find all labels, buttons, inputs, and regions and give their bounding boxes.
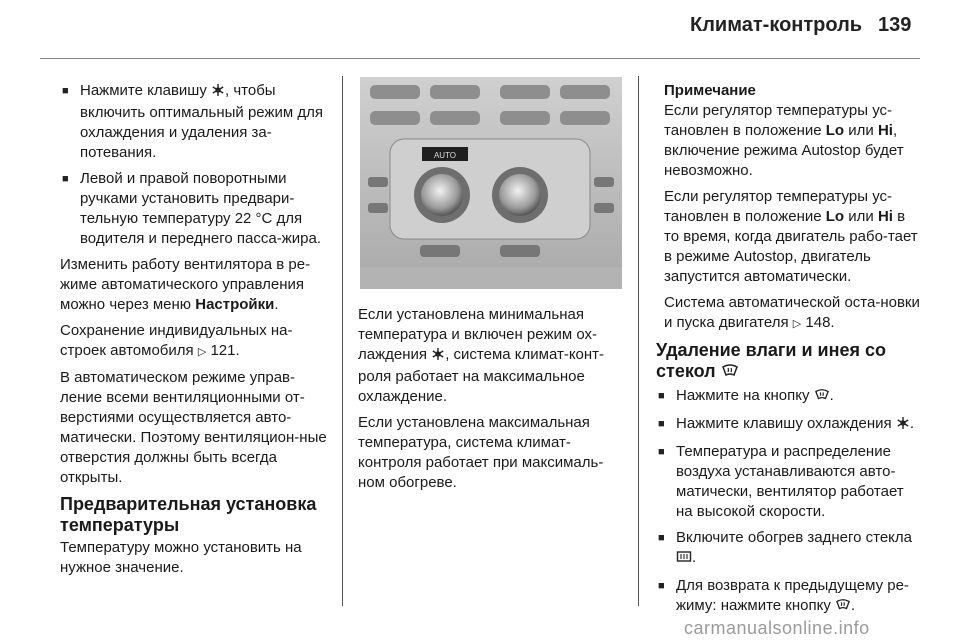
bullet-return-previous: ■ Для возврата к предыдущему ре-жиму: нажмите кнопку . [658, 576, 924, 618]
section-heading-preset: Предварительная установка температуры [60, 494, 317, 535]
column-divider-left [342, 76, 343, 606]
snowflake-icon [431, 347, 445, 367]
bullet-temperature-knobs: ■ Левой и правой поворотными ручками установить предвари-тельную температуру 22 °C для водителя и переднего пасса-жира. [62, 169, 328, 249]
right-column: Примечание Если регулятор температуры ус-тановлен в положение Lo или Hi, включение режима Autostop будет невозможно. Если регулятор температуры ус-тановлен в положение Lo или Hi в то время, когда двигатель рабо-тает в режиме Autostop, двигатель запустится автоматически. Система автоматической оста-новки и пуска двигателя ▷ 148. Удаление влаги и инея со стекол ■ Нажмите на кнопку . ■ Нажмите клавишу охлаждения . ■ Температура и распределение воздуха устанавливаются авто-матически, вентилятор работает на высокой скорости. ■ Включите обогрев заднего стекла . ■ Для возврата к предыдущему ре-жиму: нажмите кнопку . [664, 81, 924, 624]
auto-display-label: AUTO [433, 151, 457, 160]
climate-panel-photo [360, 77, 622, 289]
snowflake-icon [896, 416, 910, 436]
page-title: Климат-контроль [690, 14, 863, 36]
page-ref-icon: ▷ [197, 345, 207, 358]
snowflake-icon [211, 83, 225, 103]
column-divider-right [638, 76, 639, 606]
rear-window-defrost-icon [676, 550, 692, 570]
windshield-defrost-icon [814, 388, 830, 408]
middle-column: Если установлена минимальная температура и включен режим ох-лаждения , система климат-конт-роля работает на максимальное охлаждение. Если установлена максимальная температура, система климат-контроля работает при максималь-ном обогреве. [358, 306, 605, 491]
windshield-defrost-icon [835, 598, 851, 618]
bullet-auto-distribution: ■ Температура и распределение воздуха устанавливаются авто-матически, вентилятор работает на высокой скорости. [658, 442, 924, 522]
bullet-cooling-key: ■ Нажмите клавишу охлаждения . [658, 414, 924, 436]
watermark: carmanualsonline.info [684, 618, 870, 638]
bullet-ac-key: ■ Нажмите клавишу , чтобы включить оптимальный режим для охлаждения и удаления за-потевания. [62, 81, 328, 163]
section-heading-defrost: Удаление влаги и инея со стекол [656, 340, 924, 384]
bullet-defrost-button: ■ Нажмите на кнопку . [658, 386, 924, 408]
page-number: 139 [878, 14, 912, 36]
left-column: ■ Нажмите клавишу , чтобы включить оптимальный режим для охлаждения и удаления за-потевания. ■ Левой и правой поворотными ручками установить предвари-тельную температуру 22 °C для водителя и переднего пасса-жира. Изменить работу вентилятора в ре-жиме автоматического управления можно через меню Настройки. Сохранение индивидуальных на-строек автомобиля ▷ 121. В автоматическом режиме управ-ление всеми вентиляционными от-верстиями осуществляется авто-матически. Поэтому вентиляцион-ные отверстия должны быть всегда открыты. Предварительная установка температуры Температуру можно установить на нужное значение. [62, 81, 328, 584]
page-ref-icon: ▷ [792, 317, 802, 330]
bullet-rear-defrost: ■ Включите обогрев заднего стекла . [658, 528, 924, 570]
header-rule [40, 58, 920, 59]
windshield-defrost-icon [721, 363, 739, 384]
note-title: Примечание [664, 82, 756, 99]
